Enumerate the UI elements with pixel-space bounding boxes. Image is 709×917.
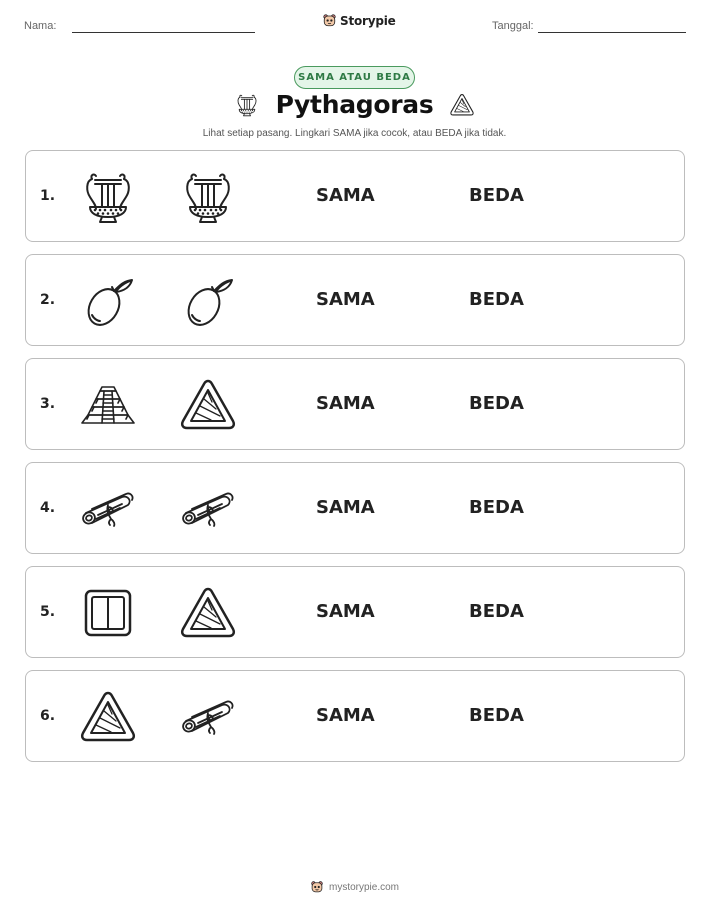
date-line [538, 32, 686, 33]
different-option[interactable]: BEDA [469, 497, 524, 518]
different-option[interactable]: BEDA [469, 185, 524, 206]
triangle-icon [178, 375, 238, 435]
pair-row-2 [25, 254, 685, 346]
row-number: 1. [40, 188, 56, 204]
same-option[interactable]: SAMA [316, 393, 375, 414]
footer-url: mystorypie.com [328, 881, 399, 893]
pair-row-6 [25, 670, 685, 762]
worksheet-type-badge: SAMA ATAU BEDA [294, 66, 415, 89]
title-row [0, 90, 709, 119]
different-option[interactable]: BEDA [469, 601, 524, 622]
footer [0, 880, 709, 894]
scroll-icon [78, 479, 138, 539]
name-label: Nama: [24, 20, 57, 32]
different-option[interactable]: BEDA [469, 705, 524, 726]
lyre-icon [234, 92, 260, 118]
triangle-icon [449, 92, 475, 118]
page-title: Pythagoras [275, 90, 434, 119]
lyre-icon [178, 167, 238, 227]
instructions: Lihat setiap pasang. Lingkari SAMA jika cocok, atau BEDA jika tidak. [202, 128, 507, 139]
same-option[interactable]: SAMA [316, 289, 375, 310]
name-line [72, 32, 255, 33]
olive-icon [178, 271, 238, 331]
row-number: 3. [40, 396, 56, 412]
lyre-icon [78, 167, 138, 227]
pair-row-5 [25, 566, 685, 658]
brand-logo [322, 13, 396, 28]
same-option[interactable]: SAMA [316, 601, 375, 622]
square-icon [78, 583, 138, 643]
pair-row-1 [25, 150, 685, 242]
mascot-icon [310, 880, 324, 894]
mascot-icon [322, 13, 337, 28]
pyramid-icon [78, 375, 138, 435]
date-label: Tanggal: [492, 20, 534, 32]
triangle-icon [178, 583, 238, 643]
row-number: 5. [40, 604, 56, 620]
same-option[interactable]: SAMA [316, 185, 375, 206]
different-option[interactable]: BEDA [469, 393, 524, 414]
pair-row-3 [25, 358, 685, 450]
different-option[interactable]: BEDA [469, 289, 524, 310]
brand-name: Storypie [340, 13, 396, 28]
row-number: 4. [40, 500, 56, 516]
same-option[interactable]: SAMA [316, 497, 375, 518]
triangle-icon [78, 687, 138, 747]
same-option[interactable]: SAMA [316, 705, 375, 726]
row-number: 2. [40, 292, 56, 308]
row-number: 6. [40, 708, 56, 724]
scroll-icon [178, 479, 238, 539]
pair-row-4 [25, 462, 685, 554]
olive-icon [78, 271, 138, 331]
scroll-icon [178, 687, 238, 747]
